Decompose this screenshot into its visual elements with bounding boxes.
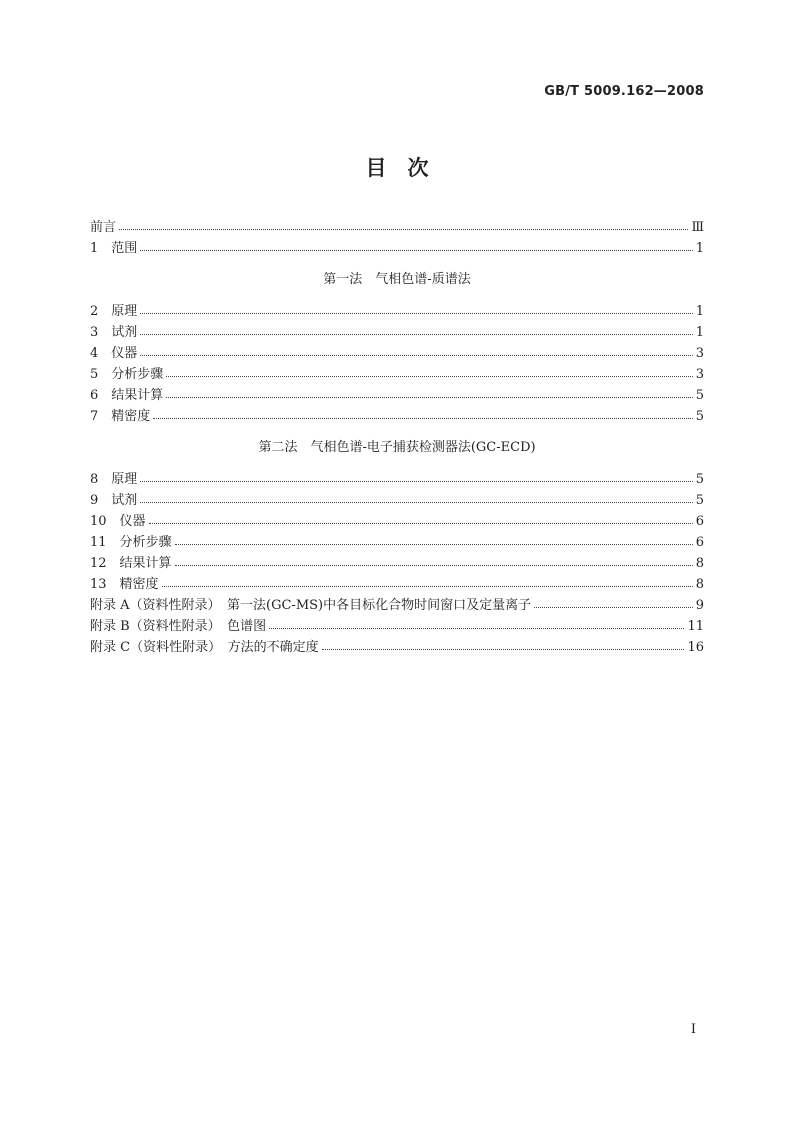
dot-leader [534, 607, 693, 608]
toc-entry-5[interactable] [90, 364, 704, 385]
toc-entry-8[interactable] [90, 469, 704, 490]
section-heading-method-2: 第二法 气相色谱-电子捕获检测器法(GC-ECD) [258, 440, 536, 455]
dot-leader [140, 355, 692, 356]
toc-entry-appendix-b[interactable] [90, 616, 704, 637]
toc-entry-label: 附录 B（资料性附录） 色谱图 [90, 619, 267, 634]
toc-entry-label: 4 仪器 [90, 346, 138, 361]
toc-entry-page: 3 [695, 346, 704, 361]
toc-entry-1[interactable] [90, 238, 704, 259]
toc-entry-label: 5 分析步骤 [90, 367, 164, 382]
toc-entry-label: 12 结果计算 [90, 556, 172, 571]
toc-entry-page: 1 [695, 304, 704, 319]
toc-entry-page: 5 [695, 472, 704, 487]
toc-entry-13[interactable] [90, 574, 704, 595]
toc-entry-page: 1 [695, 241, 704, 256]
dot-leader [149, 523, 693, 524]
toc-entry-page: 5 [695, 493, 704, 508]
toc-entry-label: 6 结果计算 [90, 388, 164, 403]
toc-entry-label: 7 精密度 [90, 409, 151, 424]
toc-entry-3[interactable] [90, 322, 704, 343]
toc-entry-page: 6 [695, 535, 704, 550]
dot-leader [166, 376, 692, 377]
toc-entry-page: 8 [695, 577, 704, 592]
toc-entry-label: 2 原理 [90, 304, 138, 319]
toc-entry-4[interactable] [90, 343, 704, 364]
toc-entry-label: 8 原理 [90, 472, 138, 487]
toc-entry-page: 16 [687, 640, 704, 655]
toc-entry-page: 5 [695, 409, 704, 424]
toc-entry-page: 6 [695, 514, 704, 529]
dot-leader [322, 649, 685, 650]
page-folio: Ⅰ [690, 1022, 696, 1037]
page-title: 目 次 [365, 156, 429, 180]
toc-entry-7[interactable] [90, 406, 704, 427]
toc-entry-appendix-a[interactable] [90, 595, 704, 616]
dot-leader [140, 334, 692, 335]
toc-entry-label: 附录 C（资料性附录） 方法的不确定度 [90, 640, 319, 655]
toc-entry-label: 3 试剂 [90, 325, 138, 340]
dot-leader [175, 565, 693, 566]
toc-entry-label: 1 范围 [90, 241, 138, 256]
toc-entry-label: 11 分析步骤 [90, 535, 172, 550]
toc-entry-page: Ⅲ [691, 220, 704, 235]
toc-entry-foreword[interactable] [90, 217, 704, 238]
toc-entry-page: 5 [695, 388, 704, 403]
dot-leader [175, 544, 693, 545]
toc-entry-11[interactable] [90, 532, 704, 553]
toc-entry-page: 3 [695, 367, 704, 382]
toc-entry-label: 10 仪器 [90, 514, 146, 529]
dot-leader [153, 418, 692, 419]
standard-code: GB/T 5009.162—2008 [544, 84, 704, 99]
toc-entry-label: 前言 [90, 220, 117, 235]
dot-leader [140, 481, 692, 482]
dot-leader [166, 397, 692, 398]
dot-leader [140, 313, 692, 314]
toc-entry-label: 13 精密度 [90, 577, 159, 592]
toc-entry-12[interactable] [90, 553, 704, 574]
toc-entry-label: 附录 A（资料性附录） 第一法(GC-MS)中各目标化合物时间窗口及定量离子 [90, 598, 532, 613]
toc-entry-page: 8 [695, 556, 704, 571]
section-heading-method-1: 第一法 气相色谱-质谱法 [323, 272, 471, 287]
dot-leader [162, 586, 693, 587]
toc-entry-appendix-c[interactable] [90, 637, 704, 658]
toc-entry-6[interactable] [90, 385, 704, 406]
dot-leader [119, 229, 688, 230]
toc-entry-2[interactable] [90, 301, 704, 322]
toc-entry-9[interactable] [90, 490, 704, 511]
dot-leader [140, 250, 692, 251]
toc-entry-10[interactable] [90, 511, 704, 532]
dot-leader [140, 502, 692, 503]
toc-entry-label: 9 试剂 [90, 493, 138, 508]
toc-entry-page: 1 [695, 325, 704, 340]
dot-leader [269, 628, 684, 629]
toc-entry-page: 9 [695, 598, 704, 613]
toc-entry-page: 11 [687, 619, 704, 634]
